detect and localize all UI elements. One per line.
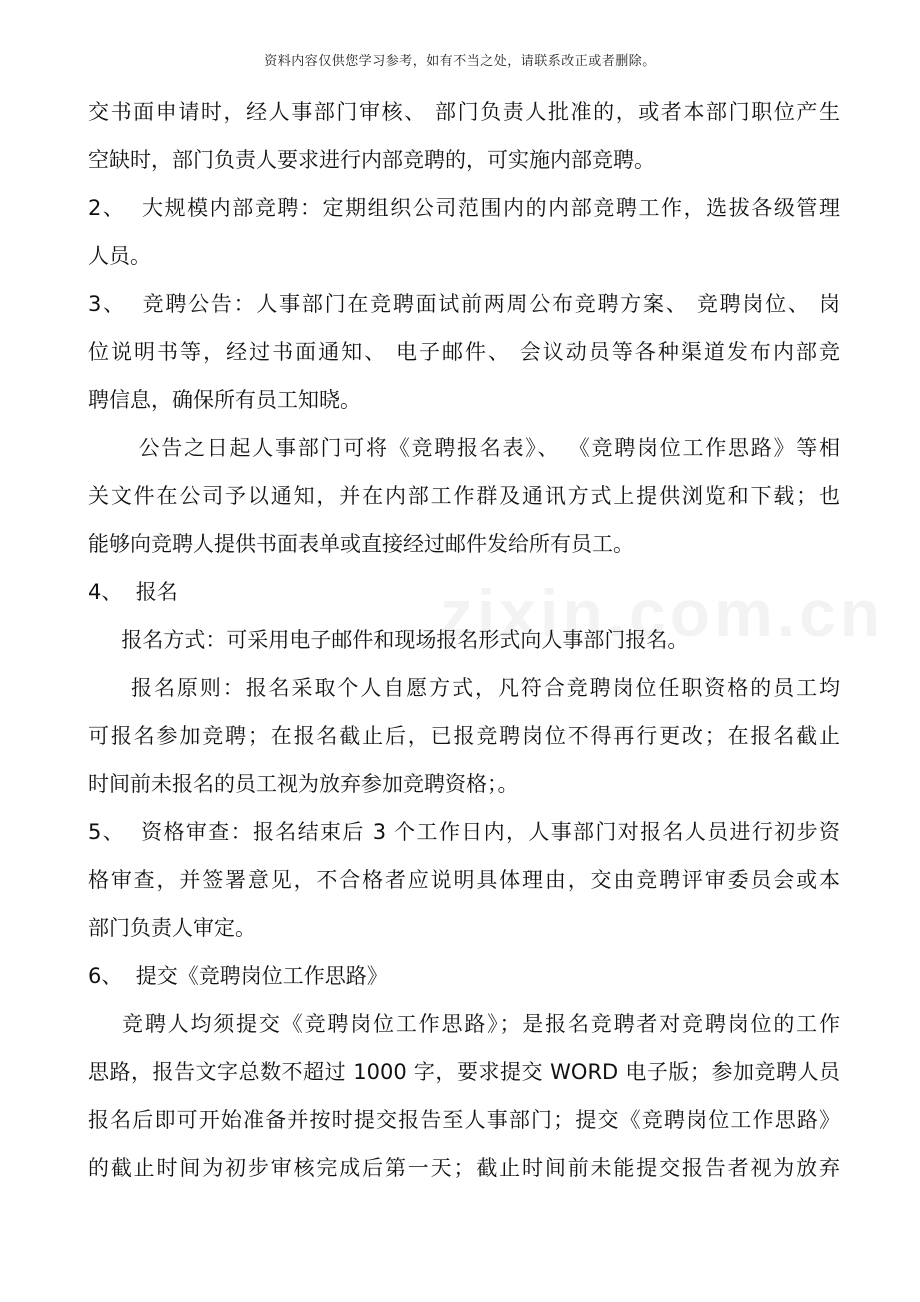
body-line: 公告之日起人事部门可将《竞聘报名表》、 《竞聘岗位工作思路》等相 (88, 436, 840, 460)
body-line: 人员。 (88, 244, 151, 268)
body-line: 竞聘人均须提交《竞聘岗位工作思路》；是报名竞聘者对竞聘岗位的工作 (88, 1012, 840, 1036)
section-heading: 4、 报名 (88, 580, 178, 604)
section-heading: 6、 提交《竞聘岗位工作思路》 (88, 964, 388, 988)
header-note: 资料内容仅供您学习参考，如有不当之处，请联系改正或者删除。 (264, 54, 656, 69)
body-line: 思路，报告文字总数不超过 1000 字，要求提交 WORD 电子版；参加竞聘人员 (88, 1060, 840, 1084)
body-line: 交书面申请时，经人事部门审核、 部门负责人批准的，或者本部门职位产生 (88, 100, 840, 124)
body-line: 部门负责人审定。 (88, 916, 256, 940)
body-line: 空缺时，部门负责人要求进行内部竞聘的，可实施内部竞聘。 (88, 148, 655, 172)
body-line: 报名方式：可采用电子邮件和现场报名形式向人事部门报名。 (88, 628, 689, 652)
body-line: 的截止时间为初步审核完成后第一天；截止时间前未能提交报告者视为放弃 (88, 1156, 840, 1180)
body-line: 格审查，并签署意见，不合格者应说明具体理由，交由竞聘评审委员会或本 (88, 868, 840, 892)
body-line: 报名后即可开始准备并按时提交报告至人事部门；提交《竞聘岗位工作思路》 (88, 1108, 840, 1132)
body-line: 5、 资格审查：报名结束后 3 个工作日内，人事部门对报名人员进行初步资 (88, 820, 840, 844)
body-line: 3、 竞聘公告：人事部门在竞聘面试前两周公布竞聘方案、 竞聘岗位、 岗 (88, 292, 840, 316)
body-line: 2、 大规模内部竞聘：定期组织公司范围内的内部竞聘工作，选拔各级管理 (88, 196, 840, 220)
body-line: 能够向竞聘人提供书面表单或直接经过邮件发给所有员工。 (88, 532, 634, 556)
body-line: 聘信息，确保所有员工知晓。 (88, 388, 361, 412)
body-line: 可报名参加竞聘；在报名截止后，已报竞聘岗位不得再行更改；在报名截止 (88, 724, 840, 748)
body-line: 报名原则：报名采取个人自愿方式，凡符合竞聘岗位任职资格的员工均 (88, 676, 840, 700)
body-line: 时间前未报名的员工视为放弃参加竞聘资格；。 (88, 772, 519, 796)
body-line: 位说明书等，经过书面通知、 电子邮件、 会议动员等各种渠道发布内部竞 (88, 340, 840, 364)
body-line: 关文件在公司予以通知，并在内部工作群及通讯方式上提供浏览和下载；也 (88, 484, 840, 508)
